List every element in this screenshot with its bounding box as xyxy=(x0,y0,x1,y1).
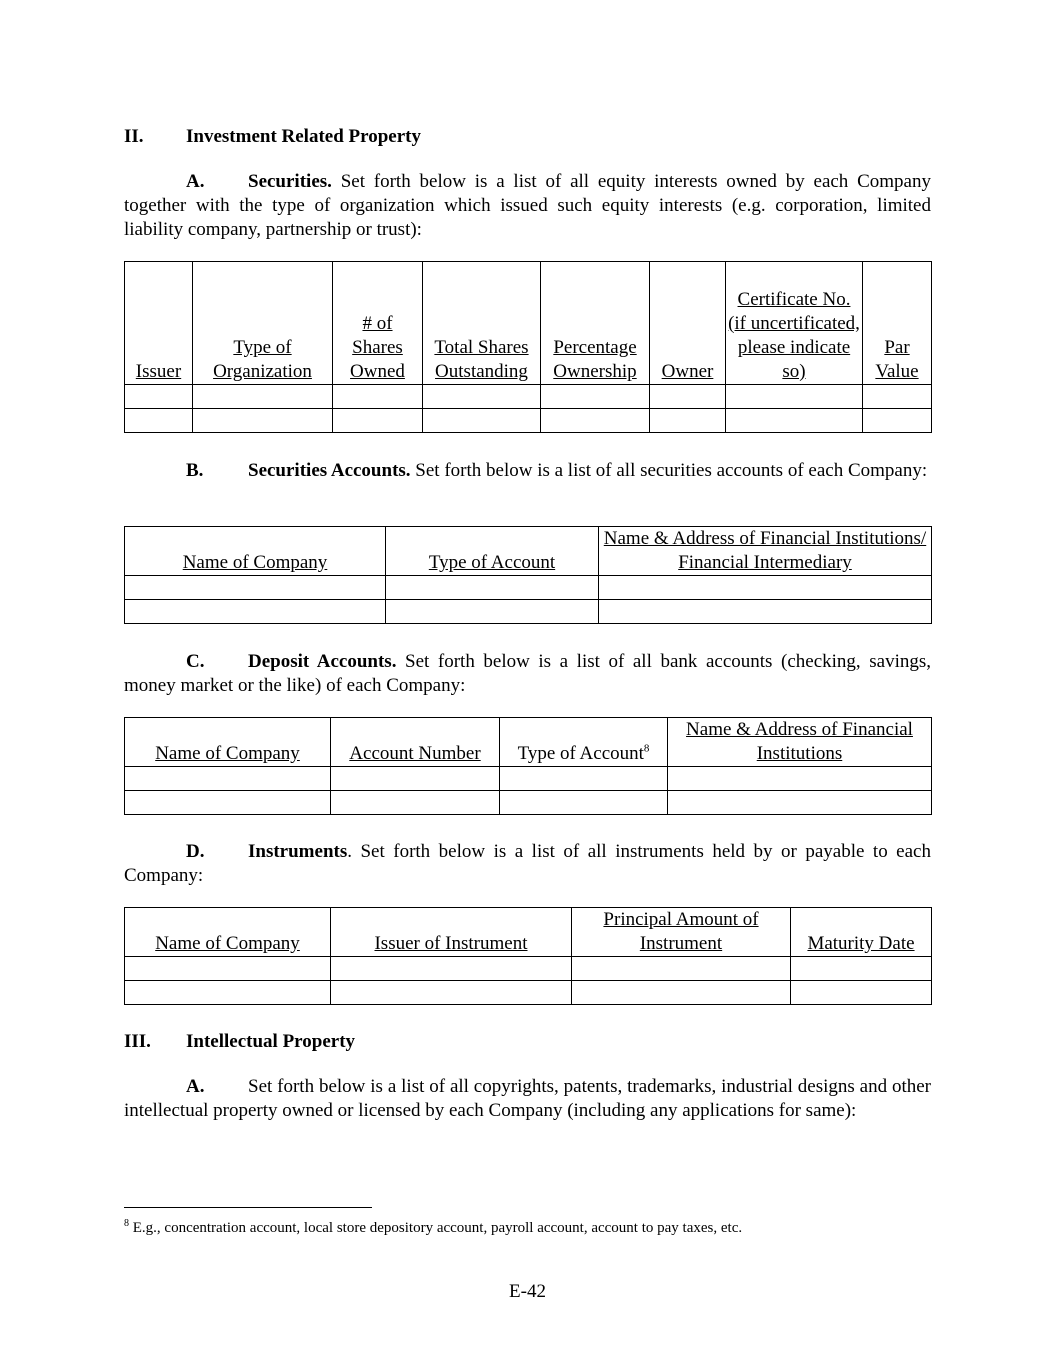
table-row xyxy=(125,576,932,600)
table-row xyxy=(125,791,932,815)
instruments-title: Instruments xyxy=(248,841,348,862)
instruments-table xyxy=(124,907,932,1005)
table-row xyxy=(125,767,932,791)
deposit-accounts-text: Set forth below is a list of all bank accounts (checking, savings, money market or the like) of each Company: xyxy=(124,651,931,696)
securities-accounts-text: Set forth below is a list of all securities accounts of each Company: xyxy=(410,460,928,481)
table-row xyxy=(125,409,932,433)
intellectual-property-text: Set forth below is a list of all copyrights, patents, trademarks, industrial designs and other intellectual property owned or licensed by each Company (including any applications for same): xyxy=(124,1076,931,1121)
securities-accounts-paragraph xyxy=(124,459,931,483)
securities-accounts-table xyxy=(124,526,932,624)
instruments-letter: D. xyxy=(186,841,205,862)
securities-title: Securities. xyxy=(248,171,332,192)
col-issuer-of-instrument: Issuer of Instrument xyxy=(331,908,572,957)
page-number: E-42 xyxy=(509,1281,546,1302)
table-row xyxy=(125,957,932,981)
deposit-accounts-table xyxy=(124,717,932,815)
col-par-value: Par Value xyxy=(863,262,932,385)
securities-accounts-letter: B. xyxy=(186,460,204,481)
securities-accounts-title: Securities Accounts. xyxy=(248,460,411,481)
deposit-accounts-title: Deposit Accounts. xyxy=(248,651,397,672)
footnote-text: E.g., concentration account, local store depository account, payroll account, account to pay taxes, etc. xyxy=(129,1220,743,1236)
section-ii-title: Investment Related Property xyxy=(186,126,421,147)
col-shares-owned: # of Shares Owned xyxy=(333,262,423,385)
instruments-paragraph xyxy=(124,840,931,888)
intellectual-property-paragraph xyxy=(124,1075,931,1123)
table-row xyxy=(125,981,932,1005)
securities-letter: A. xyxy=(186,171,205,192)
securities-paragraph xyxy=(124,170,931,242)
col-owner: Owner xyxy=(650,262,726,385)
footnote-marker: 8 xyxy=(124,1218,129,1229)
col-financial-institution: Name & Address of Financial Institutions/ Financial Intermediary xyxy=(599,527,932,576)
section-ii-heading xyxy=(124,125,931,149)
section-ii-number: II. xyxy=(124,126,144,147)
col-percentage-ownership: Percentage Ownership xyxy=(541,262,650,385)
col-total-shares-outstanding: Total Shares Outstanding xyxy=(423,262,541,385)
col-name-of-company: Name of Company xyxy=(125,718,331,767)
col-type-of-account: Type of Account$^8$ xyxy=(500,718,668,767)
section-iii-title: Intellectual Property xyxy=(186,1031,356,1052)
section-iii-heading xyxy=(124,1030,931,1054)
intellectual-property-letter: A. xyxy=(186,1076,205,1097)
securities-text: Set forth below is a list of all equity interests owned by each Company together with the type of organization which issued such equity interests (e.g. corporation, limited liability company, partnership or trust): xyxy=(124,171,931,240)
col-type-of-account: Type of Account xyxy=(386,527,599,576)
securities-accounts-header-row xyxy=(125,527,932,576)
col-name-of-company: Name of Company xyxy=(125,527,386,576)
instruments-text: . Set forth below is a list of all instruments held by or payable to each Company: xyxy=(124,841,931,886)
footnote xyxy=(124,1218,931,1238)
col-account-number: Account Number xyxy=(331,718,500,767)
deposit-accounts-paragraph xyxy=(124,650,931,698)
section-iii-number: III. xyxy=(124,1031,151,1052)
securities-table xyxy=(124,261,932,433)
col-maturity-date: Maturity Date xyxy=(791,908,932,957)
col-name-of-company: Name of Company xyxy=(125,908,331,957)
table-row xyxy=(125,600,932,624)
deposit-accounts-letter: C. xyxy=(186,651,205,672)
deposit-accounts-header-row xyxy=(125,718,932,767)
col-type-of-organization: Type of Organization xyxy=(193,262,333,385)
footnote-ref-8: 8 xyxy=(643,742,650,755)
instruments-header-row xyxy=(125,908,932,957)
table-row xyxy=(125,385,932,409)
securities-header-row xyxy=(125,262,932,385)
footnote-separator xyxy=(124,1207,372,1208)
col-principal-amount: Principal Amount of Instrument xyxy=(572,908,791,957)
col-issuer: Issuer xyxy=(125,262,193,385)
col-certificate-no: Certificate No. (if uncertificated, please indicate so) xyxy=(726,262,863,385)
col-financial-institutions: Name & Address of Financial Institutions xyxy=(668,718,932,767)
